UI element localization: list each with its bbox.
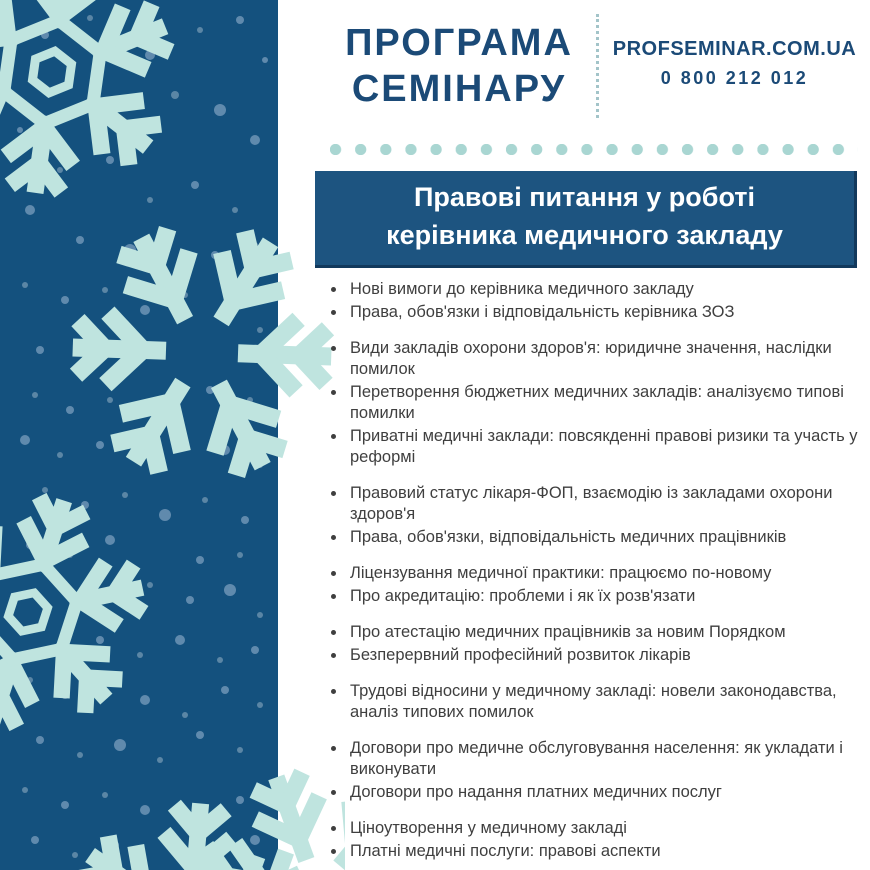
page-title-line1: ПРОГРАМА [345, 22, 573, 64]
topic-group [330, 681, 870, 723]
phone-number: 0 800 212 012 [660, 68, 809, 88]
topic-item: • Договори про медичне обслуговування населення: як укладати і виконувати [347, 738, 870, 780]
topic-item: • Платні медичні послуги: правові аспекти [347, 841, 870, 862]
poster-header [278, 0, 870, 132]
topic-group [330, 483, 870, 548]
dots-divider [330, 144, 858, 155]
topic-group [330, 279, 870, 323]
topic-item: • Про атестацію медичних працівників за новим Порядком [347, 622, 870, 643]
contact-block [599, 20, 870, 132]
topic-item: • Види закладів охорони здоров'я: юридичне значення, наслідки помилок [347, 338, 870, 380]
topic-group [330, 818, 870, 862]
topic-item: • Про акредитацію: проблеми і як їх розв'язати [347, 586, 870, 607]
topic-group [330, 738, 870, 803]
page-title [330, 20, 588, 132]
banner-title-line2: керівника медичного закладу [386, 219, 783, 250]
topic-item: • Приватні медичні заклади: повсякденні правові ризики та участь у реформі [347, 426, 870, 468]
seminar-title-banner [315, 171, 857, 268]
topic-item: • Права, обов'язки, відповідальність медичних працівників [347, 527, 870, 548]
poster-content [278, 0, 870, 870]
topic-group [330, 338, 870, 468]
topic-item: • Ліцензування медичної практики: працюємо по-новому [347, 563, 870, 584]
topic-item: • Трудові відносини у медичному закладі: новели законодавства, аналіз типових помилок [347, 681, 870, 723]
topic-item: • Перетворення бюджетних медичних закладів: аналізуємо типові помилки [347, 382, 870, 424]
topic-item: • Нові вимоги до керівника медичного закладу [347, 279, 870, 300]
topic-item: • Ціноутворення у медичному закладі [347, 818, 870, 839]
topic-group [330, 563, 870, 607]
page-title-line2: СЕМІНАРУ [351, 68, 567, 111]
topic-item: • Правовий статус лікаря-ФОП, взаємодію із закладами охорони здоров'я [347, 483, 870, 525]
banner-title-line1: Правові питання у роботі [414, 182, 755, 212]
topic-item: • Безперервний професійний розвиток лікарів [347, 645, 870, 666]
topics-list [330, 279, 870, 862]
topic-item: • Права, обов'язки і відповідальність керівника ЗОЗ [347, 302, 870, 323]
topic-group [330, 622, 870, 666]
topic-item: • Договори про надання платних медичних послуг [347, 782, 870, 803]
website-url: PROFSEMINAR.COM.UA [612, 38, 857, 60]
